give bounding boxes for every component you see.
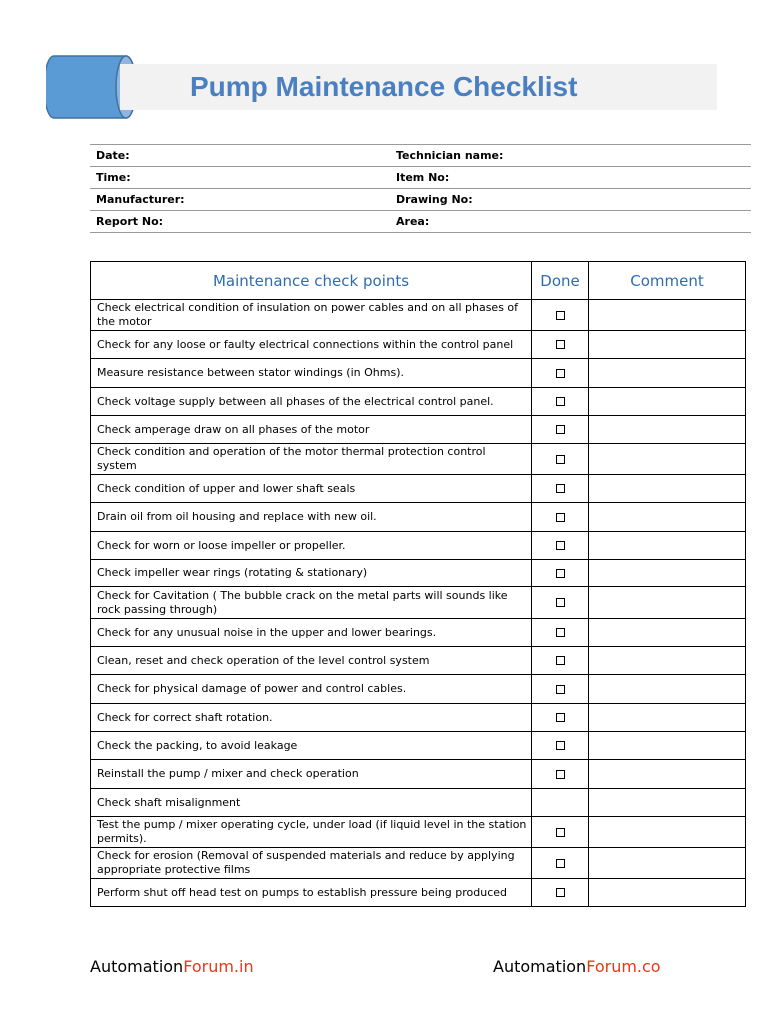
done-cell <box>532 503 589 532</box>
checklist-row <box>91 560 746 587</box>
footer-left-brand-part1: Automation <box>90 957 184 976</box>
done-checkbox[interactable] <box>556 340 565 349</box>
footer-left-brand <box>90 957 254 977</box>
comment-cell[interactable] <box>589 732 746 760</box>
check-point-text: Perform shut off head test on pumps to establish pressure being produced <box>91 879 532 907</box>
page-title: Pump Maintenance Checklist <box>190 71 578 102</box>
comment-cell[interactable] <box>589 587 746 619</box>
check-point-text: Check for Cavitation ( The bubble crack on the metal parts will sounds like rock passing through) <box>91 587 532 619</box>
done-cell <box>532 300 589 331</box>
checklist-table <box>90 261 746 907</box>
checklist-row <box>91 359 746 388</box>
done-checkbox[interactable] <box>556 656 565 665</box>
info-row <box>90 189 751 211</box>
check-point-text: Drain oil from oil housing and replace with new oil. <box>91 503 532 532</box>
comment-cell[interactable] <box>589 675 746 704</box>
done-cell <box>532 359 589 388</box>
done-cell <box>532 675 589 704</box>
comment-cell[interactable] <box>589 416 746 444</box>
done-checkbox[interactable] <box>556 397 565 406</box>
done-checkbox[interactable] <box>556 425 565 434</box>
done-checkbox[interactable] <box>556 888 565 897</box>
comment-cell[interactable] <box>589 704 746 732</box>
done-checkbox[interactable] <box>556 685 565 694</box>
comment-cell[interactable] <box>589 560 746 587</box>
done-cell <box>532 331 589 359</box>
done-cell <box>532 388 589 416</box>
comment-cell[interactable] <box>589 789 746 817</box>
check-point-text: Check for worn or loose impeller or propeller. <box>91 532 532 560</box>
checklist-row <box>91 675 746 704</box>
done-checkbox[interactable] <box>556 369 565 378</box>
check-point-text: Check shaft misalignment <box>91 789 532 817</box>
done-checkbox[interactable] <box>556 859 565 868</box>
check-point-text: Check for any unusual noise in the upper and lower bearings. <box>91 619 532 647</box>
checklist-row <box>91 760 746 789</box>
done-checkbox[interactable] <box>556 455 565 464</box>
check-point-text: Check for correct shaft rotation. <box>91 704 532 732</box>
header-check-points: Maintenance check points <box>91 262 532 300</box>
checklist-row <box>91 848 746 879</box>
comment-cell[interactable] <box>589 619 746 647</box>
checklist-row <box>91 732 746 760</box>
checklist-row <box>91 704 746 732</box>
info-row <box>90 211 751 233</box>
done-cell <box>532 817 589 848</box>
check-point-text: Check impeller wear rings (rotating & stationary) <box>91 560 532 587</box>
info-label-manufacturer: Manufacturer: <box>90 189 390 211</box>
done-cell <box>532 587 589 619</box>
info-label-area: Area: <box>390 211 751 233</box>
info-row <box>90 145 751 167</box>
checklist-row <box>91 789 746 817</box>
done-checkbox[interactable] <box>556 569 565 578</box>
check-point-text: Clean, reset and check operation of the level control system <box>91 647 532 675</box>
check-point-text: Check electrical condition of insulation on power cables and on all phases of the motor <box>91 300 532 331</box>
check-point-text: Check the packing, to avoid leakage <box>91 732 532 760</box>
check-point-text: Test the pump / mixer operating cycle, under load (if liquid level in the station permits). <box>91 817 532 848</box>
check-point-text: Reinstall the pump / mixer and check operation <box>91 760 532 789</box>
check-point-text: Check amperage draw on all phases of the motor <box>91 416 532 444</box>
footer-left-brand-part2: Forum.in <box>183 957 254 976</box>
comment-cell[interactable] <box>589 359 746 388</box>
checklist-header-row <box>91 262 746 300</box>
done-cell <box>532 619 589 647</box>
check-point-text: Check condition of upper and lower shaft seals <box>91 475 532 503</box>
done-checkbox[interactable] <box>556 770 565 779</box>
comment-cell[interactable] <box>589 331 746 359</box>
done-checkbox[interactable] <box>556 541 565 550</box>
comment-cell[interactable] <box>589 300 746 331</box>
checklist-row <box>91 331 746 359</box>
checklist-row <box>91 587 746 619</box>
comment-cell[interactable] <box>589 647 746 675</box>
check-point-text: Check for physical damage of power and control cables. <box>91 675 532 704</box>
check-point-text: Check condition and operation of the motor thermal protection control system <box>91 444 532 475</box>
info-table <box>90 144 751 233</box>
check-point-text: Check voltage supply between all phases of the electrical control panel. <box>91 388 532 416</box>
comment-cell[interactable] <box>589 475 746 503</box>
checklist-row <box>91 619 746 647</box>
done-checkbox[interactable] <box>556 713 565 722</box>
info-label-item-no: Item No: <box>390 167 751 189</box>
done-checkbox[interactable] <box>556 513 565 522</box>
comment-cell[interactable] <box>589 532 746 560</box>
info-label-technician: Technician name: <box>390 145 751 167</box>
comment-cell[interactable] <box>589 817 746 848</box>
done-cell <box>532 704 589 732</box>
info-row <box>90 167 751 189</box>
done-cell <box>532 848 589 879</box>
header-done: Done <box>532 262 589 300</box>
done-cell <box>532 760 589 789</box>
done-checkbox[interactable] <box>556 828 565 837</box>
checklist-row <box>91 879 746 907</box>
done-cell <box>532 560 589 587</box>
done-cell <box>532 444 589 475</box>
checklist-row <box>91 817 746 848</box>
check-point-text: Check for erosion (Removal of suspended materials and reduce by applying appropriate protective films <box>91 848 532 879</box>
done-checkbox[interactable] <box>556 598 565 607</box>
comment-cell[interactable] <box>589 848 746 879</box>
info-label-date: Date: <box>90 145 390 167</box>
done-cell <box>532 789 589 817</box>
done-checkbox[interactable] <box>556 484 565 493</box>
check-point-text: Measure resistance between stator windings (in Ohms). <box>91 359 532 388</box>
header-comment: Comment <box>589 262 746 300</box>
footer-right-brand-part1: Automation <box>493 957 587 976</box>
comment-cell[interactable] <box>589 388 746 416</box>
checklist-row <box>91 444 746 475</box>
done-checkbox[interactable] <box>556 741 565 750</box>
footer-right-brand <box>493 957 661 977</box>
checklist-row <box>91 647 746 675</box>
check-point-text: Check for any loose or faulty electrical connections within the control panel <box>91 331 532 359</box>
checklist-row <box>91 416 746 444</box>
done-cell <box>532 532 589 560</box>
checklist-row <box>91 300 746 331</box>
comment-cell[interactable] <box>589 760 746 789</box>
done-cell <box>532 475 589 503</box>
info-label-time: Time: <box>90 167 390 189</box>
info-label-drawing-no: Drawing No: <box>390 189 751 211</box>
checklist-row <box>91 532 746 560</box>
checklist-row <box>91 388 746 416</box>
comment-cell[interactable] <box>589 879 746 907</box>
info-label-report-no: Report No: <box>90 211 390 233</box>
done-cell <box>532 416 589 444</box>
done-cell <box>532 879 589 907</box>
done-cell <box>532 732 589 760</box>
comment-cell[interactable] <box>589 444 746 475</box>
done-checkbox[interactable] <box>556 628 565 637</box>
done-checkbox[interactable] <box>556 311 565 320</box>
footer-right-brand-part2: Forum.co <box>586 957 661 976</box>
checklist-row <box>91 503 746 532</box>
comment-cell[interactable] <box>589 503 746 532</box>
done-cell <box>532 647 589 675</box>
checklist-row <box>91 475 746 503</box>
